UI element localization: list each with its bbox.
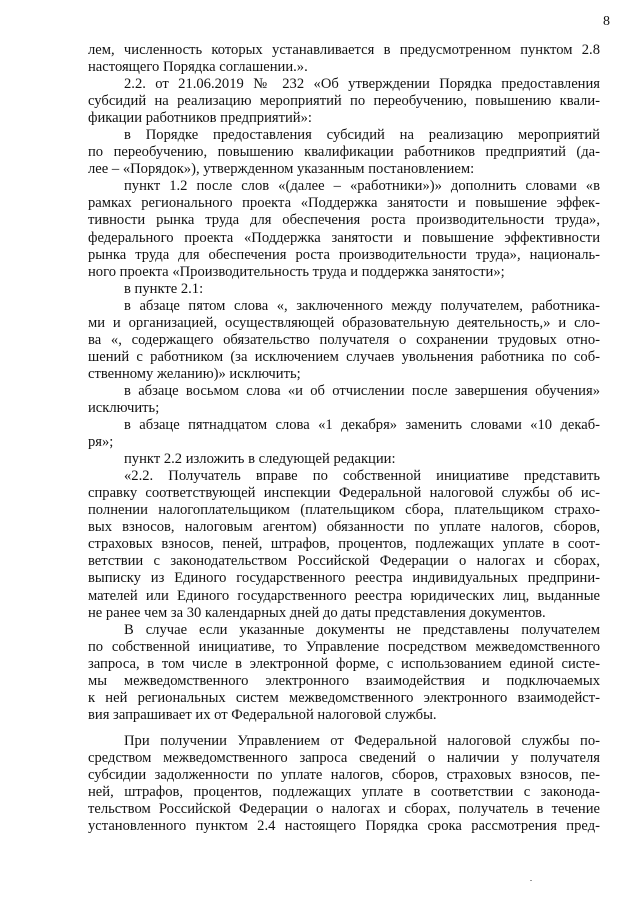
text-line: рамках регионального проекта «Поддержка занятости и повышение эффек- [88, 195, 600, 212]
text-line: лем, численность которых устанавливается в предусмотренном пунктом 2.8 [88, 42, 600, 58]
text-line: мы межведомственного электронного взаимодействия и подключаемых [88, 672, 600, 689]
text-line: В случае если указанные документы не представлены получателем [124, 621, 600, 638]
text-line: исключить; [88, 399, 160, 416]
text-line: субсидии задолженности по уплате налогов, сборов, страховых взносов, пе- [88, 766, 600, 783]
text-line: пункт 1.2 после слов «(далее – «работники»)» дополнить словами «в [124, 178, 600, 195]
text-line: ственному желанию)» исключить; [88, 365, 301, 382]
text-line: настоящего Порядка соглашении.». [88, 59, 308, 76]
text-line: ва «, содержащего обязательство получателя о сохранении трудовых отно- [88, 331, 600, 348]
text-line: к ней региональных систем межведомственного электронного взаимодейст- [88, 689, 600, 706]
text-line: установленного пунктом 2.4 настоящего Порядка срока рассмотрения пред- [88, 818, 600, 835]
text-line: вия запрашивает их от Федеральной налоговой службы. [88, 706, 437, 723]
text-line: шений с работником (за исключением случаев увольнения работника по соб- [88, 348, 600, 365]
text-line: средством межведомственного запроса сведений о наличии у получателя [88, 749, 600, 766]
text-line: ветствии с законодательством Российской Федерации о налогах и сборах, [88, 553, 600, 570]
text-line: в абзаце пятнадцатом слова «1 декабря» заменить словами «10 декаб- [124, 417, 600, 434]
scan-speck [530, 880, 532, 881]
text-line: вых взносов, налоговым агентом) обязанности по уплате налогов, сборов, [88, 519, 600, 536]
text-line: полнении налогоплательщиком (плательщиком сбора, плательщиком страхо- [88, 502, 600, 519]
text-line: в абзаце восьмом слова «и об отчислении после завершения обучения» [124, 382, 600, 399]
text-line: лее – «Порядок»), утвержденном указанным постановлением: [88, 161, 475, 178]
text-line: выписку из Единого государственного реестра индивидуальных предприни- [88, 570, 600, 587]
text-line: ного проекта «Производительность труда и поддержка занятости»; [88, 263, 505, 280]
text-line: не ранее чем за 30 календарных дней до даты представления документов. [88, 604, 546, 621]
text-line: страховых взносов, пеней, штрафов, процентов, подлежащих уплате в соот- [88, 536, 600, 553]
text-line: ми и организацией, осуществляющей образовательную деятельность,» и сло- [88, 314, 600, 331]
text-line: «2.2. Получатель вправе по собственной инициативе представить [124, 468, 600, 485]
text-line: в пункте 2.1: [124, 280, 204, 297]
text-line: мателей или Единого государственного реестра юридических лиц, выданные [88, 587, 600, 604]
text-line: справку соответствующей инспекции Федеральной налоговой службы об ис- [88, 485, 600, 502]
text-line: в абзаце пятом слова «, заключенного между получателем, работника- [124, 297, 600, 314]
text-line: по переобучению, повышению квалификации работников предприятий (да- [88, 144, 600, 161]
text-line: тивности рынка труда для обеспечения роста производительности труда», [88, 212, 600, 229]
text-line: субсидий на реализацию мероприятий по переобучению, повышению квали- [88, 93, 600, 110]
paragraph-gap [88, 724, 600, 733]
text-line: в Порядке предоставления субсидий на реализацию мероприятий [124, 127, 600, 144]
text-line: фикации работников предприятий»: [88, 110, 312, 127]
text-line: федерального проекта «Поддержка занятости и повышение эффективности [88, 229, 600, 246]
text-line: пункт 2.2 изложить в следующей редакции: [124, 451, 396, 468]
document-body [88, 42, 600, 835]
text-line: тельством Российской Федерации о налогах и сборах, получатель в течение [88, 801, 600, 818]
text-line: запроса, в том числе в электронной форме, с использованием единой систе- [88, 655, 600, 672]
text-line: рынка труда для обеспечения роста производительности труда», националь- [88, 246, 600, 263]
text-line: по собственной инициативе, то Управление посредством межведомственного [88, 638, 600, 655]
text-line: ря»; [88, 434, 114, 451]
text-line: ней, штрафов, процентов, подлежащих уплате в соответствии с законода- [88, 784, 600, 801]
page-number: 8 [603, 14, 610, 29]
text-line: 2.2. от 21.06.2019 № 232 «Об утверждении Порядка предоставления [124, 76, 600, 93]
text-line: При получении Управлением от Федеральной налоговой службы по- [124, 732, 600, 749]
